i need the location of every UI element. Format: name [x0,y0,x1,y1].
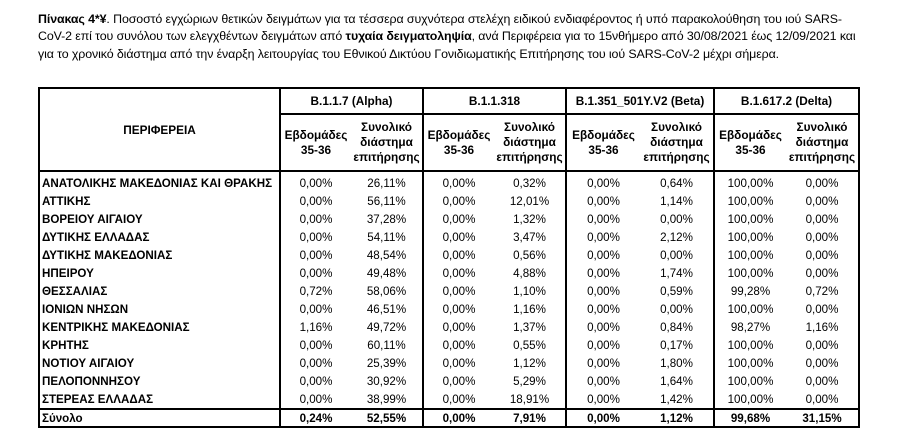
value-cell: 100,00% [727,212,774,226]
value-cell: 0,00% [442,266,476,280]
total-label: Σύνολο [39,409,280,427]
value-cell: 0,00% [442,284,476,298]
value-cell: 0,00% [299,338,333,352]
value-cell: 100,00% [727,338,774,352]
value-cell: 0,32% [494,171,566,192]
value-cell: 0,00% [587,374,620,388]
subheader-weeks-line1: Εβδομάδες [719,127,782,142]
subheader-weeks [566,114,640,171]
subheader-total-period [786,114,859,171]
value-cell: 0,00% [786,228,859,246]
value-cell: 30,92% [351,372,423,390]
value-cell: 0,00% [299,266,333,280]
subheader-total-line2: διάστημα [360,135,413,149]
value-cell: 60,11% [351,336,423,354]
total-value-cell: 0,24% [280,409,351,427]
subheader-total-line2: διάστημα [795,135,849,149]
value-cell: 100,00% [727,266,774,280]
total-value-cell: 52,55% [351,409,423,427]
value-cell: 0,17% [640,336,714,354]
table-row [39,171,859,192]
subheader-total-line1: Συνολικό [651,120,702,134]
value-cell: 100,00% [727,356,774,370]
value-cell: 49,72% [351,318,423,336]
value-cell: 0,00% [299,374,333,388]
value-cell: 0,00% [587,176,620,190]
value-cell: 0,00% [442,230,476,244]
value-cell: 0,72% [299,284,333,298]
value-cell: 1,32% [494,210,566,228]
total-value-cell: 1,12% [640,409,714,427]
value-cell: 12,01% [494,192,566,210]
value-cell: 1,74% [640,264,714,282]
subheader-total-line3: επιτήρησης [353,150,420,164]
subheader-weeks [423,114,494,171]
value-cell: 0,00% [587,302,620,316]
header-variant-b11318: B.1.1.318 [423,88,566,114]
value-cell: 0,00% [442,374,476,388]
caption-text-end: , ανά Περιφέρεια για το 15νθήμερο από 30/08/2021 έως 12/09/2021 και για το χρονικό διάστημα από την έναρξη λειτουργίας του Εθνικού Δικτύου Γονιδιωματικής Επιτήρησης του ιού SARS-CoV-2 μέχρι σήμερα. [38,29,856,61]
value-cell: 100,00% [727,392,774,406]
value-cell: 0,00% [442,212,476,226]
value-cell: 37,28% [351,210,423,228]
header-variant-beta: B.1.351_501Y.V2 (Beta) [566,88,714,114]
subheader-total-line3: επιτήρησης [496,150,563,164]
value-cell: 26,11% [351,171,423,192]
subheader-weeks-line2: 35-36 [735,142,766,157]
value-cell: 100,00% [727,302,774,316]
value-cell: 1,10% [494,282,566,300]
value-cell: 0,59% [640,282,714,300]
value-cell: 1,12% [494,354,566,372]
value-cell: 5,29% [494,372,566,390]
value-cell: 0,00% [786,336,859,354]
header-variant-alpha: B.1.1.7 (Alpha) [280,88,423,114]
header-variant-delta: B.1.617.2 (Delta) [714,88,859,114]
value-cell: 0,00% [587,356,620,370]
value-cell: 0,00% [786,264,859,282]
value-cell: 0,00% [587,266,620,280]
value-cell: 0,00% [299,392,333,406]
value-cell: 0,00% [786,192,859,210]
subheader-weeks-line1: Εβδομάδες [427,127,491,142]
value-cell: 4,88% [494,264,566,282]
value-cell: 0,00% [442,356,476,370]
value-cell: 0,72% [786,282,859,300]
subheader-weeks [280,114,351,171]
value-cell: 0,00% [442,248,476,262]
variants-table [38,87,860,428]
table-row [39,210,859,228]
caption-text: . Ποσοστό εγχώριων θετικών δειγμάτων για τα τέσσερα συχνότερα στελέχη ειδικού ενδιαφέροντος ή υπό παρακολούθηση του ιού SARS-CoV-2 επί του συνόλου των ελεγχθέντων δειγμάτων από [38,12,842,44]
region-name: ΔΥΤΙΚΗΣ ΜΑΚΕΔΟΝΙΑΣ [39,246,280,264]
value-cell: 0,00% [442,176,476,190]
value-cell: 0,56% [494,246,566,264]
value-cell: 0,00% [587,284,620,298]
subheader-total-line3: επιτήρησης [788,150,856,164]
subheader-total-line1: Συνολικό [504,120,555,134]
total-row [39,409,859,427]
value-cell: 0,00% [442,338,476,352]
value-cell: 1,16% [299,320,333,334]
value-cell: 0,00% [587,338,620,352]
value-cell: 0,00% [587,230,620,244]
subheader-weeks-line1: Εβδομάδες [572,127,635,142]
region-name: ΘΕΣΣΑΛΙΑΣ [39,282,280,300]
value-cell: 98,27% [730,320,771,334]
value-cell: 0,00% [786,354,859,372]
value-cell: 0,00% [587,392,620,406]
region-name: ΣΤΕΡΕΑΣ ΕΛΛΑΔΑΣ [39,390,280,409]
value-cell: 1,37% [494,318,566,336]
region-name: ΔΥΤΙΚΗΣ ΕΛΛΑΔΑΣ [39,228,280,246]
subheader-total-period [351,114,423,171]
value-cell: 1,16% [786,318,859,336]
value-cell: 0,00% [299,248,333,262]
table-row [39,318,859,336]
value-cell: 54,11% [351,228,423,246]
value-cell: 0,00% [442,194,476,208]
value-cell: 100,00% [727,248,774,262]
value-cell: 0,00% [299,212,333,226]
total-value-cell: 99,68% [714,409,786,427]
subheader-total-line1: Συνολικό [796,120,848,134]
value-cell: 0,00% [786,300,859,318]
region-name: ΗΠΕΙΡΟΥ [39,264,280,282]
value-cell: 0,00% [299,302,333,316]
region-name: ΝΟΤΙΟΥ ΑΙΓΑΙΟΥ [39,354,280,372]
value-cell: 1,80% [640,354,714,372]
value-cell: 38,99% [351,390,423,409]
table-row [39,228,859,246]
table-row [39,372,859,390]
subheader-total-line2: διάστημα [650,135,703,149]
value-cell: 100,00% [727,194,774,208]
value-cell: 0,00% [299,230,333,244]
value-cell: 46,51% [351,300,423,318]
region-name: ΒΟΡΕΙΟΥ ΑΙΓΑΙΟΥ [39,210,280,228]
value-cell: 58,06% [351,282,423,300]
total-value-cell: 0,00% [566,409,640,427]
subheader-total-line2: διάστημα [503,135,556,149]
value-cell: 1,42% [640,390,714,409]
value-cell: 49,48% [351,264,423,282]
value-cell: 0,64% [640,171,714,192]
region-name: ΑΤΤΙΚΗΣ [39,192,280,210]
table-caption [38,11,858,63]
value-cell: 0,00% [786,171,859,192]
table-row [39,390,859,409]
value-cell: 18,91% [494,390,566,409]
subheader-weeks-line2: 35-36 [443,142,475,157]
subheader-weeks [714,114,786,171]
value-cell: 0,00% [442,392,476,406]
value-cell: 0,00% [442,302,476,316]
value-cell: 0,00% [299,194,333,208]
total-value-cell: 0,00% [423,409,494,427]
value-cell: 0,84% [640,318,714,336]
value-cell: 0,00% [299,356,333,370]
value-cell: 0,00% [786,246,859,264]
value-cell: 100,00% [727,374,774,388]
value-cell: 1,64% [640,372,714,390]
value-cell: 0,00% [640,210,714,228]
header-region: ΠΕΡΙΦΕΡΕΙΑ [39,88,280,171]
region-name: ΙΟΝΙΩΝ ΝΗΣΩΝ [39,300,280,318]
subheader-total-line1: Συνολικό [361,120,412,134]
region-name: ΑΝΑΤΟΛΙΚΗΣ ΜΑΚΕΔΟΝΙΑΣ ΚΑΙ ΘΡΑΚΗΣ [39,171,280,192]
value-cell: 0,00% [587,320,620,334]
value-cell: 3,47% [494,228,566,246]
region-name: ΚΕΝΤΡΙΚΗΣ ΜΑΚΕΔΟΝΙΑΣ [39,318,280,336]
value-cell: 0,00% [442,320,476,334]
value-cell: 0,00% [640,246,714,264]
value-cell: 1,16% [494,300,566,318]
subheader-total-period [494,114,566,171]
caption-emphasis: τυχαία δειγματοληψία [345,29,472,44]
value-cell: 0,00% [786,372,859,390]
value-cell: 100,00% [727,230,774,244]
table-row [39,246,859,264]
value-cell: 0,00% [587,212,620,226]
value-cell: 0,00% [587,194,620,208]
subheader-weeks-line1: Εβδομάδες [284,127,348,142]
subheader-weeks-line2: 35-36 [588,142,619,157]
caption-label: Πίνακας 4*¥ [38,12,107,26]
value-cell: 1,14% [640,192,714,210]
subheader-total-line3: επιτήρησης [643,150,710,164]
table-row [39,336,859,354]
subheader-total-period [640,114,714,171]
value-cell: 48,54% [351,246,423,264]
value-cell: 2,12% [640,228,714,246]
value-cell: 25,39% [351,354,423,372]
value-cell: 99,28% [730,284,771,298]
total-value-cell: 31,15% [786,409,859,427]
value-cell: 0,00% [640,300,714,318]
region-name: ΠΕΛΟΠΟΝΝΗΣΟΥ [39,372,280,390]
value-cell: 0,00% [587,248,620,262]
table-row [39,354,859,372]
table-row [39,300,859,318]
total-value-cell: 7,91% [494,409,566,427]
value-cell: 0,55% [494,336,566,354]
value-cell: 0,00% [299,176,333,190]
table-row [39,282,859,300]
value-cell: 0,00% [786,210,859,228]
value-cell: 0,00% [786,390,859,409]
region-name: ΚΡΗΤΗΣ [39,336,280,354]
value-cell: 56,11% [351,192,423,210]
table-row [39,264,859,282]
subheader-weeks-line2: 35-36 [300,142,332,157]
value-cell: 100,00% [727,176,774,190]
table-row [39,192,859,210]
